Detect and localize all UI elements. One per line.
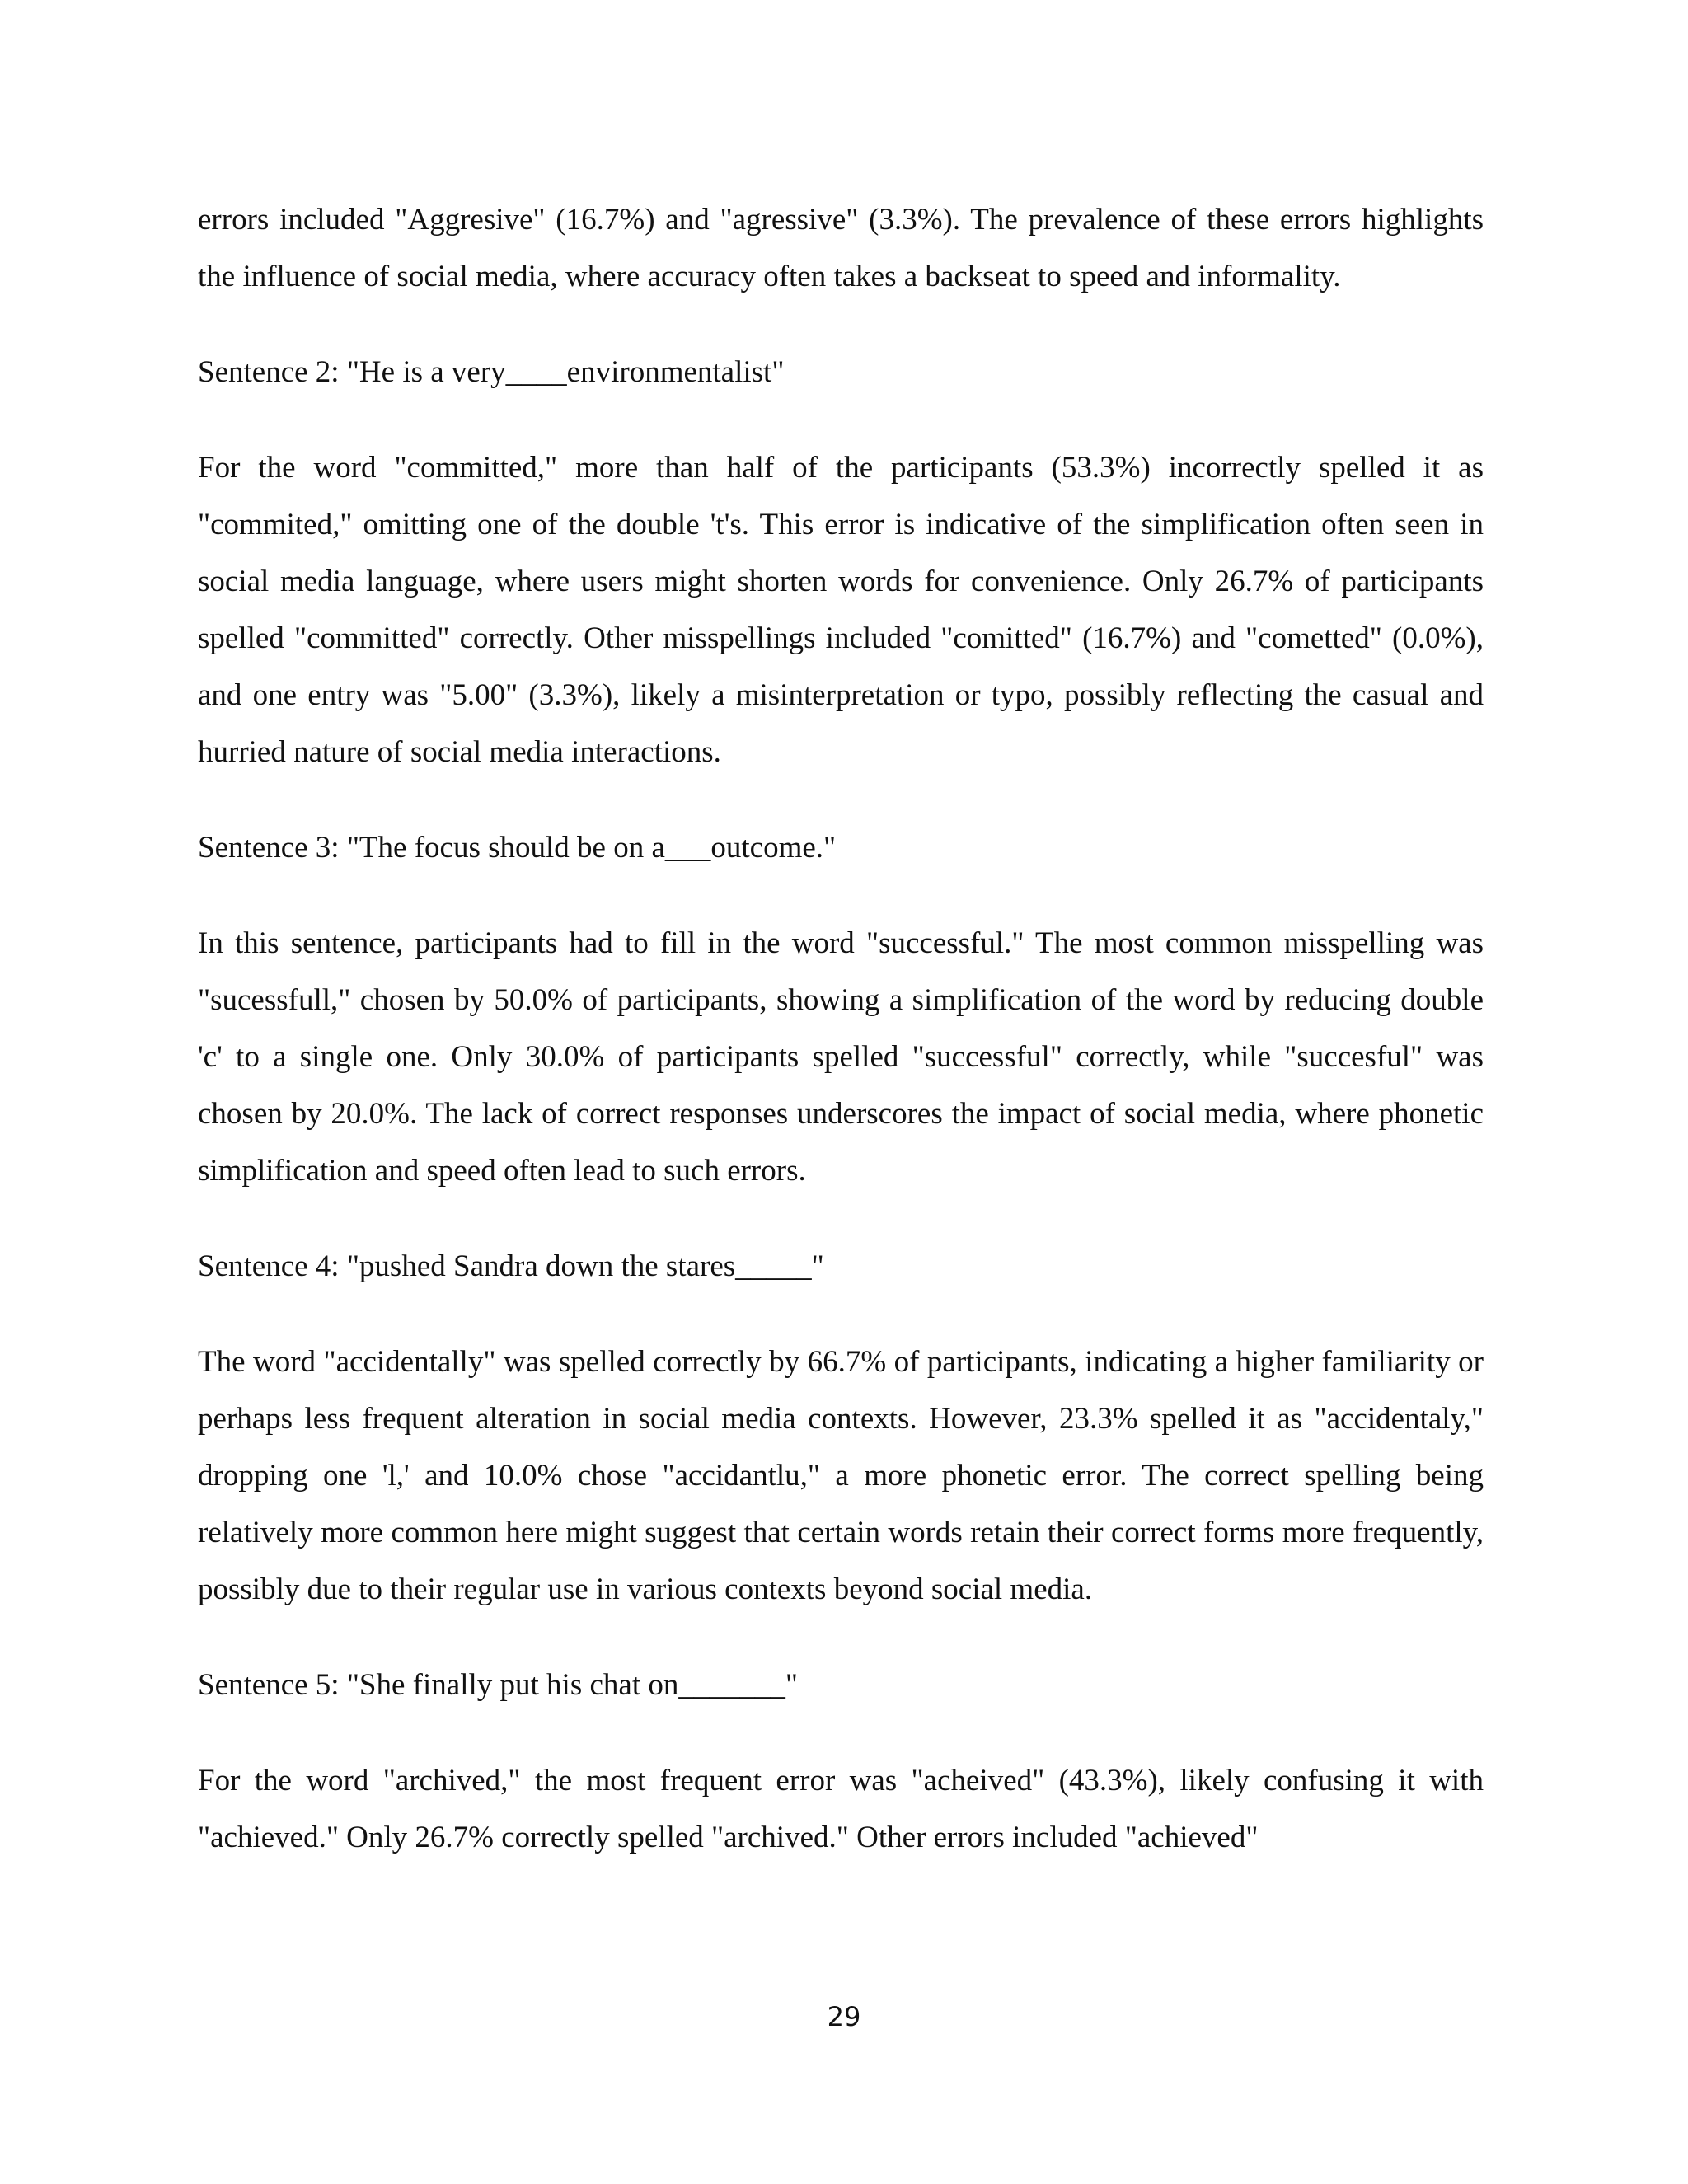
page-number: 29 <box>827 2001 861 2032</box>
paragraph-archived-analysis: For the word "archived," the most frequent error was "acheived" (43.3%), likely confusing it with "achieved." Only 26.7% correctly spelled "archived." Other errors included "achieved" <box>198 1764 1484 1854</box>
paragraph-aggressive-errors: errors included "Aggresive" (16.7%) and "agressive" (3.3%). The prevalence of these errors highlights the influence of social media, where accuracy often takes a backseat to speed and informality. <box>198 203 1484 293</box>
paragraph-committed-analysis: For the word "committed," more than half of the participants (53.3%) incorrectly spelled it as "commited," omitting one of the double 't's. This error is indicative of the simplification often seen in social media language, where users might shorten words for convenience. Only 26.7% of participants spelled "committed" correctly. Other misspellings included "comitted" (16.7%) and "cometted" (0.0%), and one entry was "5.00" (3.3%), likely a misinterpretation or typo, possibly reflecting the casual and hurried nature of social media interactions. <box>198 451 1484 769</box>
paragraph-successful-analysis: In this sentence, participants had to fill in the word "successful." The most common misspelling was "sucessfull," chosen by 50.0% of participants, showing a simplification of the word by reducing double 'c' to a single one. Only 30.0% of participants spelled "successful" correctly, while "succesful" was chosen by 20.0%. The lack of correct responses underscores the impact of social media, where phonetic simplification and speed often lead to such errors. <box>198 926 1484 1188</box>
sentence-2-prompt: Sentence 2: "He is a very____environmentalist" <box>198 355 785 389</box>
sentence-5-prompt: Sentence 5: "She finally put his chat on_______" <box>198 1668 798 1702</box>
page-body <box>198 191 1484 1905</box>
sentence-3-prompt: Sentence 3: "The focus should be on a___outcome." <box>198 831 837 865</box>
paragraph-accidentally-analysis: The word "accidentally" was spelled correctly by 66.7% of participants, indicating a higher familiarity or perhaps less frequent alteration in social media contexts. However, 23.3% spelled it as "accidentaly," dropping one 'l,' and 10.0% chose "accidantlu," a more phonetic error. The correct spelling being relatively more common here might suggest that certain words retain their correct forms more frequently, possibly due to their regular use in various contexts beyond social media. <box>198 1345 1484 1606</box>
sentence-4-prompt: Sentence 4: "pushed Sandra down the stares_____" <box>198 1249 824 1283</box>
